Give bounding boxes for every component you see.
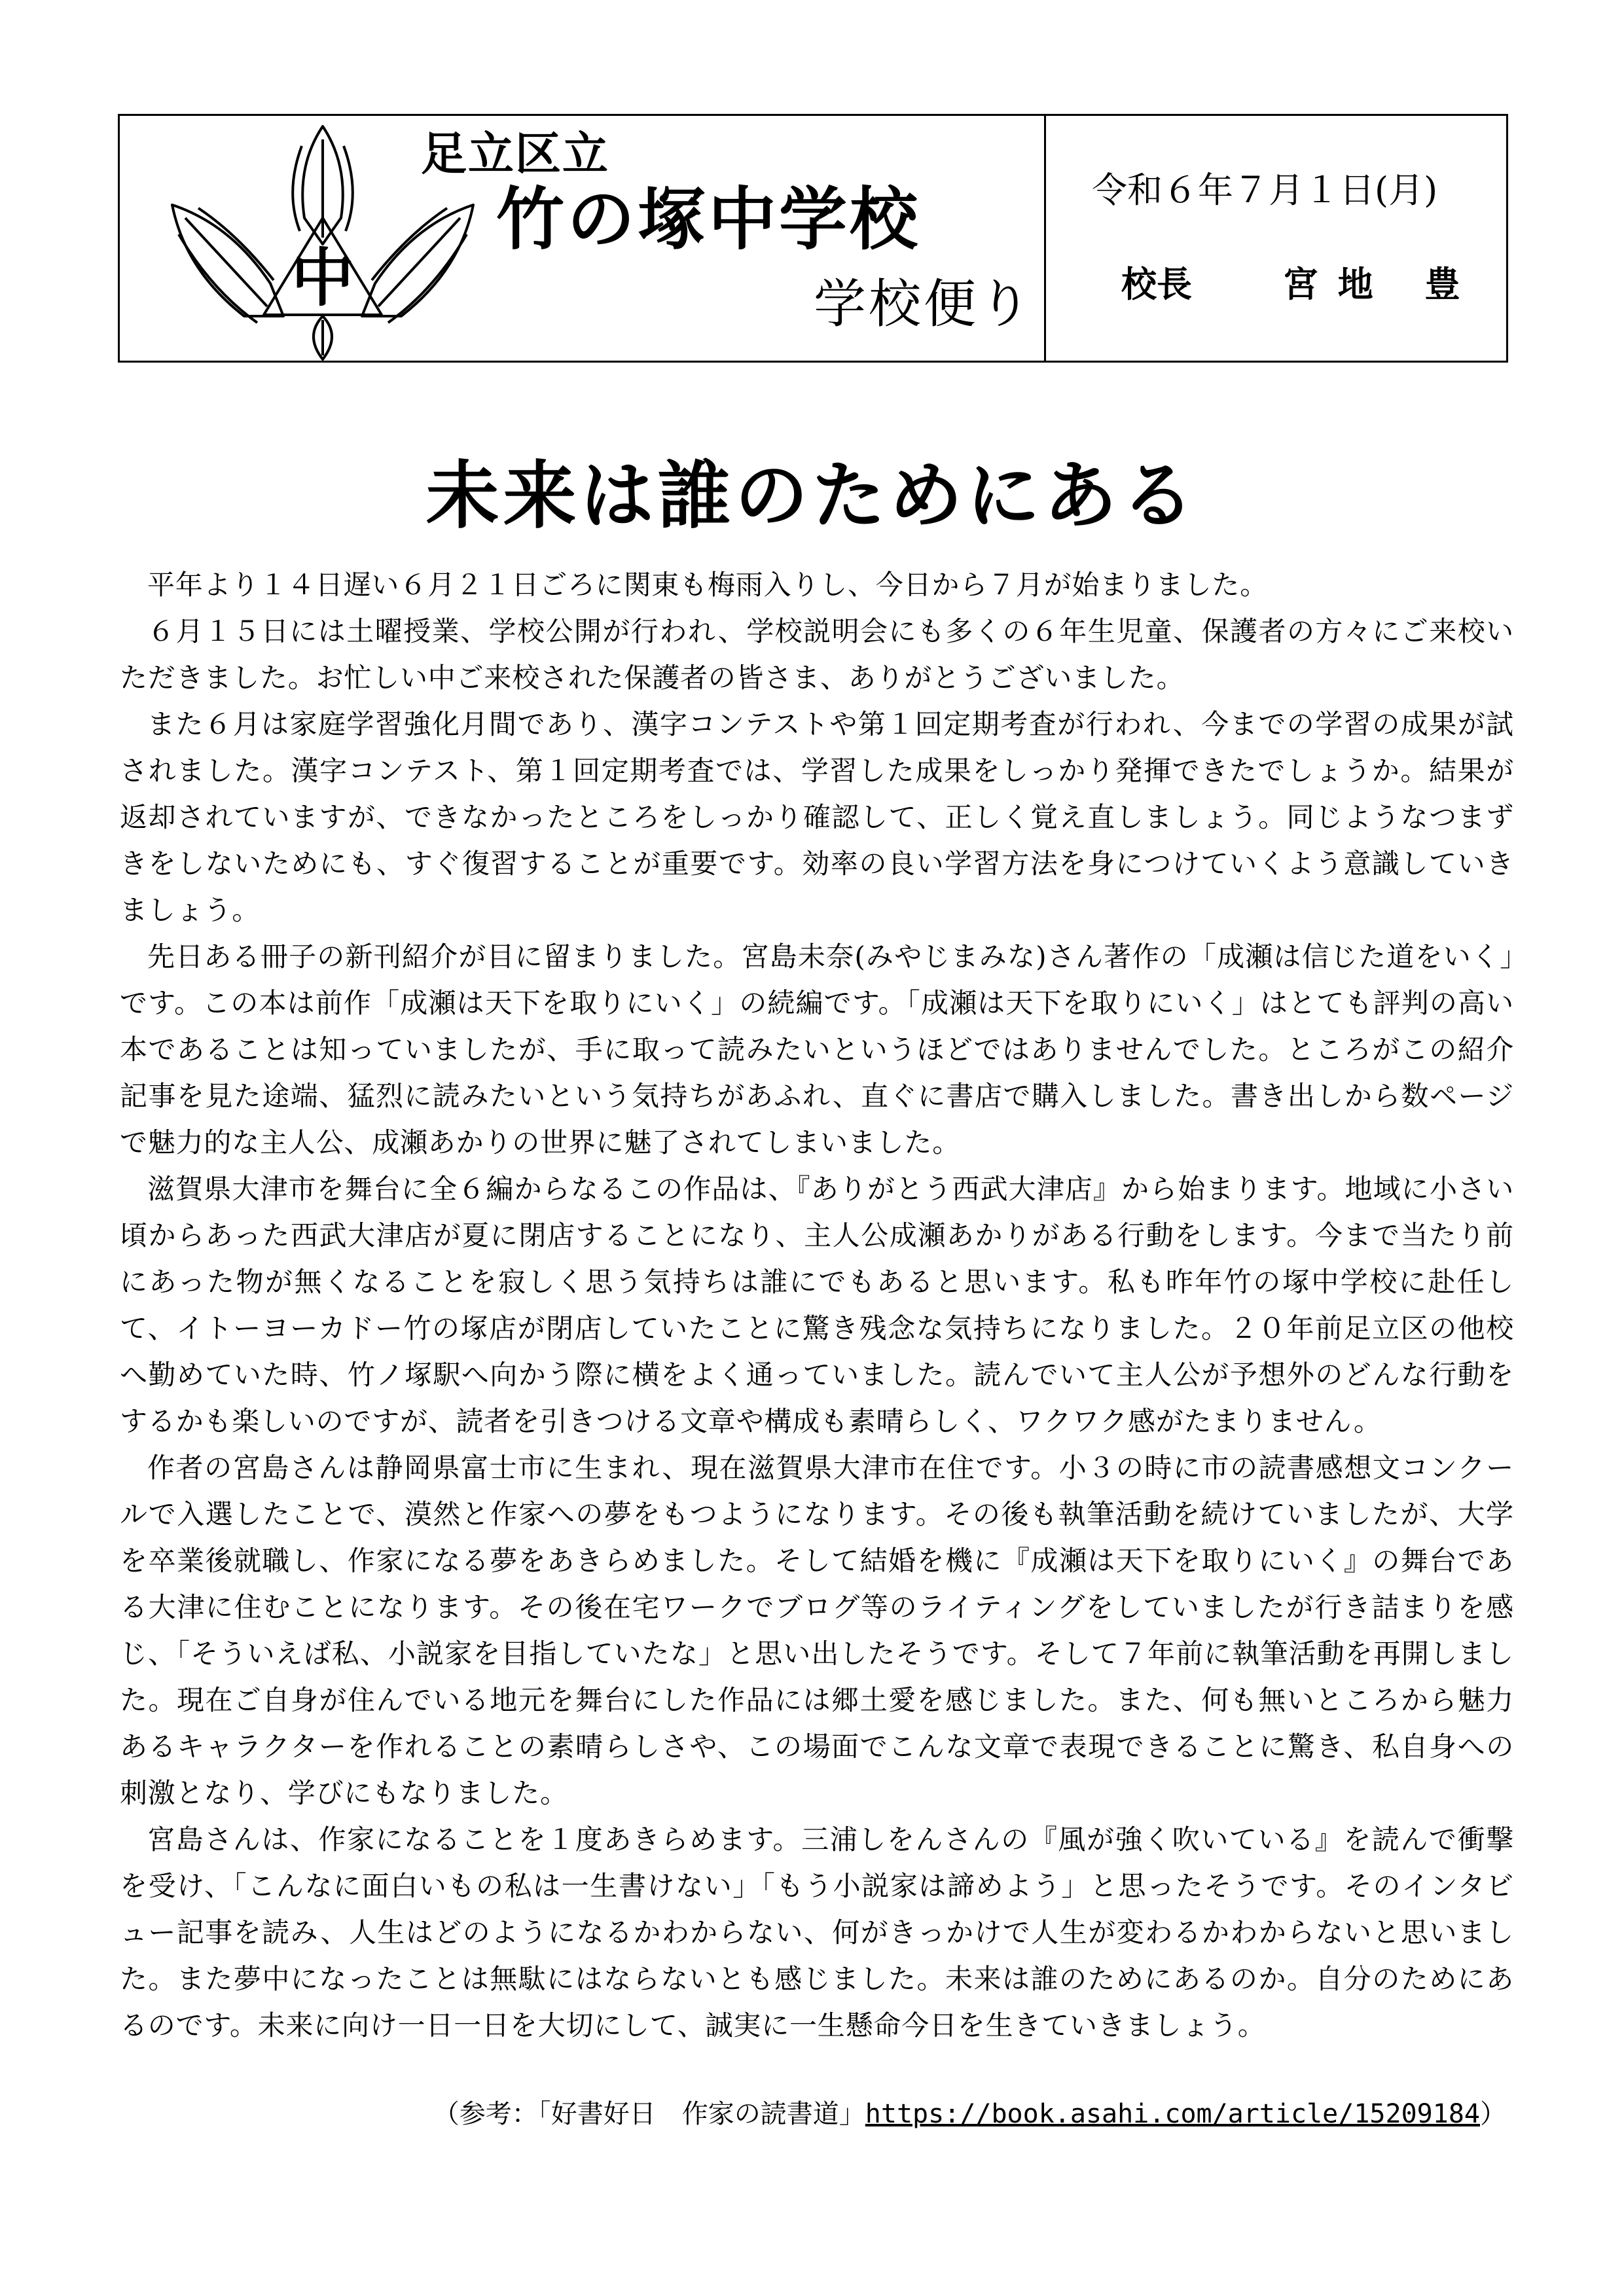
- principal-name: 宮地 豊: [1282, 264, 1480, 305]
- paragraph-5: 滋賀県大津市を舞台に全６編からなるこの作品は、『ありがとう西武大津店』から始まります。地域に小さい頃からあった西武大津店が夏に閉店することになり、主人公成瀬あかりがある行動をします。今まで当たり前にあった物が無くなることを寂しく思う気持ちは誰にでもあると思います。私も昨年竹の塚中学校に赴任して、イトーヨーカドー竹の塚店が閉店していたことに驚き残念な気持ちになりました。２０年前足立区の他校へ勤めていた時、竹ノ塚駅へ向かう際に横をよく通っていました。読んでいて主人公が予想外のどんな行動をするかも楽しいのですが、読者を引きつける文章や構成も素晴らしく、ワクワク感がたまりません。: [120, 1173, 1514, 1437]
- reference-suffix: ）: [1480, 2099, 1506, 2129]
- reference-prefix: （参考：「好書好日 作家の読書道」: [433, 2099, 865, 2129]
- school-name: 竹の塚中学校: [496, 179, 921, 259]
- paragraph-2: ６月１５日には土曜授業、学校公開が行われ、学校説明会にも多くの６年生児童、保護者の方々にご来校いただきました。お忙しい中ご来校された保護者の皆さま、ありがとうございました。: [120, 615, 1514, 694]
- reference-line: [433, 2096, 1506, 2132]
- paragraph-6: 作者の宮島さんは静岡県富士市に生まれ、現在滋賀県大津市在住です。小３の時に市の読書感想文コンクールで入選したことで、漠然と作家への夢をもつようになります。その後も執筆活動を続けていましたが、大学を卒業後就職し、作家になる夢をあきらめました。そして結婚を機に『成瀬は天下を取りにいく』の舞台である大津に住むことになります。その後在宅ワークでブログ等のライティングをしていましたが行き詰まりを感じ、「そういえば私、小説家を目指していたな」と思い出したそうです。そして７年前に執筆活動を再開しました。現在ご自身が住んでいる地元を舞台にした作品には郷土愛を感じました。また、何も無いところから魅力あるキャラクターを作れることの素晴らしさや、この場面でこんな文章で表現できることに驚き、私自身への刺激となり、学びにもなりました。: [120, 1452, 1514, 1809]
- paragraph-4: 先日ある冊子の新刊紹介が目に留まりました。宮島未奈(みやじまみな)さん著作の「成瀬は信じた道をいく」です。この本は前作「成瀬は天下を取りにいく」の続編です。「成瀬は天下を取りにいく」はとても評判の高い本であることは知っていましたが、手に取って読みたいというほどではありませんでした。ところがこの紹介記事を見た途端、猛烈に読みたいという気持ちがあふれ、直ぐに書店で購入しました。書き出しから数ページで魅力的な主人公、成瀬あかりの世界に魅了されてしまいました。: [120, 941, 1514, 1158]
- reference-link[interactable]: https://book.asahi.com/article/15209184: [865, 2099, 1480, 2129]
- paragraph-7: 宮島さんは、作家になることを１度あきらめます。三浦しをんさんの『風が強く吹いている』を読んで衝撃を受け、「こんなに面白いもの私は一生書けない」「もう小説家は諦めよう」と思ったそうです。そのインタビュー記事を読み、人生はどのようになるかわからない、何がきっかけで人生が変わるかわからないと思いました。また夢中になったことは無駄にはならないとも感じました。未来は誰のためにあるのか。自分のためにあるのです。未来に向け一日一日を大切にして、誠実に一生懸命今日を生きていきましょう。: [120, 1823, 1514, 2041]
- newsletter-header: [118, 114, 1508, 363]
- header-divider: [1044, 116, 1046, 361]
- article-title: 未来は誰のためにある: [425, 454, 1199, 539]
- newsletter-name: 学校便り: [814, 274, 1034, 334]
- principal-title: 校長: [1121, 264, 1192, 305]
- article-body: [120, 562, 1514, 2049]
- principal-line: [1121, 264, 1480, 306]
- emblem-glyph: 中: [291, 242, 354, 315]
- paragraph-3: また６月は家庭学習強化月間であり、漢字コンテストや第１回定期考査が行われ、今までの学習の成果が試されました。漢字コンテスト、第１回定期考査では、学習した成果をしっかり発揮できたでしょうか。結果が返却されていますが、できなかったところをしっかり確認して、正しく覚え直しましょう。同じようなつまずきをしないためにも、すぐ復習することが重要です。効率の良い学習方法を身につけていくよう意識していきましょう。: [120, 708, 1514, 926]
- paragraph-1: 平年より１４日遅い６月２１日ごろに関東も梅雨入りし、今日から７月が始まりました。: [147, 569, 1269, 601]
- ward-label: 足立区立: [421, 127, 609, 181]
- issue-date: 令和６年７月１日(月): [1092, 170, 1438, 211]
